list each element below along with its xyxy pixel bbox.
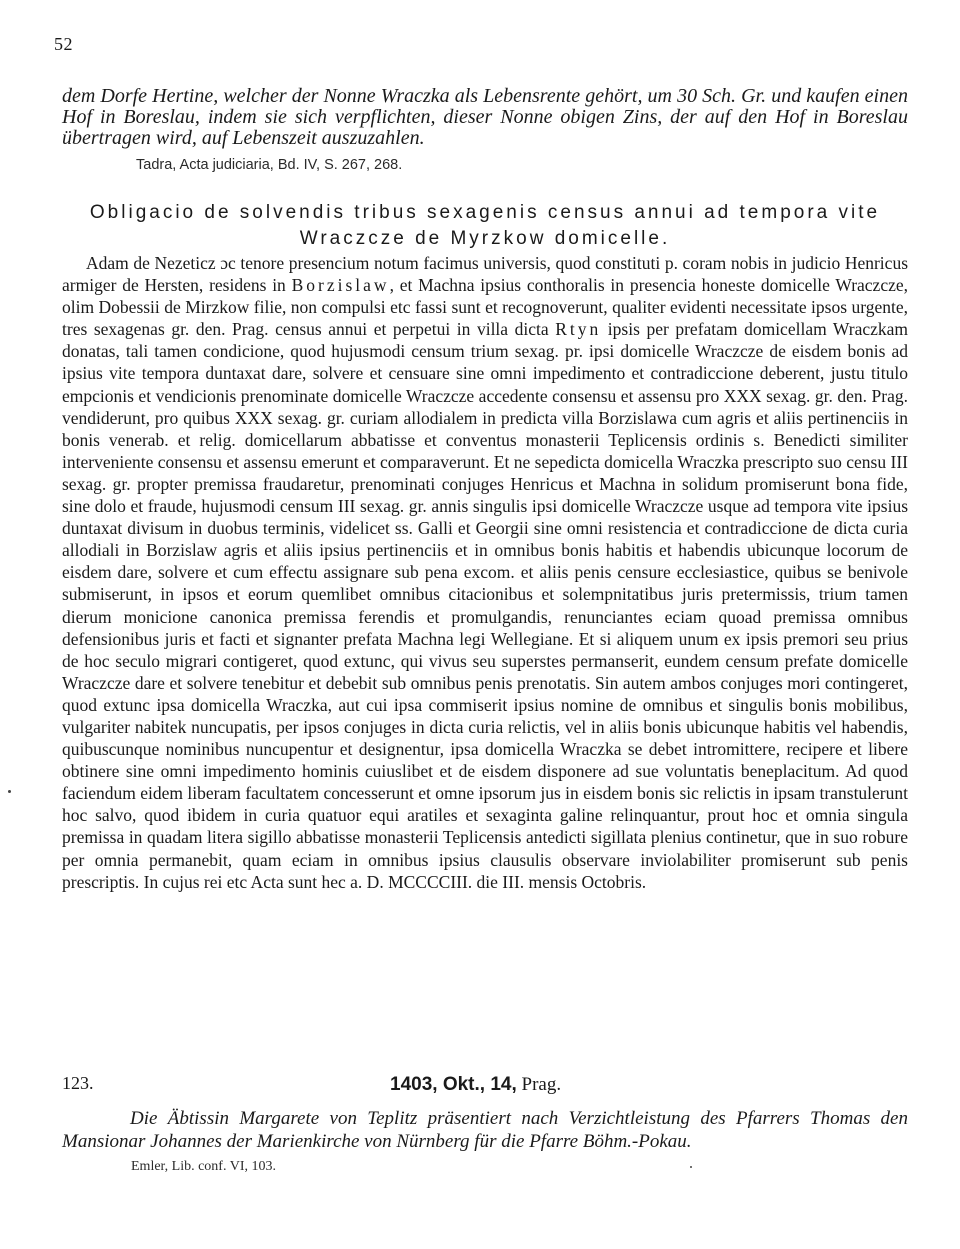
body-text-part1: Adam de Nezeticz ɔc tenore presencium notum facimus universis, quod constituti p. coram nobis in judicio Henricus armiger de Hersten, residens in — [62, 253, 908, 296]
entry-number: 123. — [62, 1073, 94, 1093]
body-text-part3: ipsis per prefatam domicellam Wraczkam donatas, tali tamen condicione, quod hujusmodi censum trium sexag. pr. ipsi domicelle Wraczcze de eisdem bonis ad ipsius vite tempora duntaxat dare, solvere et censuare sine omni impedimento et contradiccione deberent, justu titulo empcionis et vendicionis prenominate domicelle Wraczcze accedente consensu et assensu pro XXX sexag. gr. den. Prag. vendiderunt, pro quibus XXX sexag. gr. curiam allodialem in predicta villa Borzislawa cum agris et aliis pertinenciis in bonis venerab. et relig. domicellarum abbatisse et conventus monasterii Teplicensis ordinis s. Benedicti similiter interveniente consensu et assensu emerunt et comparaverunt. Et ne sepedicta domicella Wraczka prescripto suo censu III sexag. gr. propter premissa fraudaretur, prenominati conjuges Henricus et Machna in solidum promiserunt bona fide, sine dolo et fraude, hujusmodi censum III sexag. gr. annis singulis ipsi domicelle Wraczcze usque ad tempora vite ipsius duntaxat divisum in duobus terminis, videlicet ss. Galli et Georgii sine omni resistencia et contradiccione de dicta curia allodiali in Borzislaw agris et aliis ipsius pertinenciis et in omnibus bonis habitis et habendis ubicunque locorum de eisdem dare, solvere et cum effectu assignare sub pena excom. et aliis penis censure ecclesiastice, quibus se benivole submiserunt, in ipsos et eorum quemlibet omnibus citacionibus et solempnitatibus juris pretermissis, trium tamen dierum monicione canonica premissa ferendis et promulgandis, renunciantes eciam quoad premissa omnibus defensionibus juris et facti et signanter prefata Machna legi Wellegiane. Et si aliquem unum ex ipsis premori seu prius de hoc seculo migrari contigeret, quod extunc, qui vivus seu superstes permanserit, eundem censum prefate domicelle Wraczcze dare et solvere tenebitur et debebit sub omnibus penis prenotatis. Sin autem ambos conjuges mori contingeret, quod extunc ipsa domicella Wraczka, aut cui ipsa commiserit ipsius nomine de omnibus et singulis bonis mobilibus, vulgariter nabitek nuncupatis, per ipsos conjuges in dicta curia relictis, vel in aliis bonis ubicunque habitis vel habendis, quibuscunque nominibus nuncupentur et designentur, ipsa domicella Wraczka se debet intromittere, recipere et libere obtinere sine omni impedimento hominis cuiuslibet et de eisdem disponere ad sue voluntatis beneplacitum. Ad quod faciendum eidem liberam facultatem concesserunt et omne ipsorum jus in eisdem bonis sic relictis in ipsam transtulerunt hoc salvo, quod ibidem in curia quatuor equi aratiles et sexaginta galine relinquantur, prout hoc et omnia singula premissa in quadam litera sigillo abbatisse monasterii Teplicensis antedicti sigillata plenius continetur, que in suo robure per omnia permanebit, quam eciam in omnibus ipsius clausulis observare inviolabiliter promiserunt sub penis prescriptis. In cujus rei etc Acta sunt hec a. D. MCCCCIII. die III. mensis Octobris. — [62, 319, 909, 892]
entry-date — [390, 1074, 561, 1096]
place-name-borzislaw: Borzislaw — [291, 275, 390, 296]
speck-mark — [690, 1166, 692, 1168]
speck-mark — [8, 790, 11, 793]
page-number: 52 — [54, 34, 73, 54]
entry-summary: Die Äbtissin Margarete von Teplitz präsentiert nach Verzichtleistung des Pfarrers Thomas den Mansionar Johannes der Marienkirche von Nürnberg für die Pfarre Böhm.-Pokau. — [62, 1108, 908, 1152]
place-name-rtyn: Rtyn — [555, 319, 602, 340]
document-heading: Obligacio de solvendis tribus sexagenis census annui ad tempora vite Wraczcze de Myrzkow domicelle. — [89, 202, 881, 249]
document-body — [62, 252, 908, 893]
entry-place: Prag. — [521, 1074, 562, 1095]
intro-source: Tadra, Acta judiciaria, Bd. IV, S. 267, 268. — [136, 157, 403, 173]
body-text-part2: , et Machna ipsius conthoralis in presencia honeste domicelle Wraczcze, olim Dobessii de Mirzkow filie, non compulsi etc fassi sunt et recognoverunt, qualiter evidenti necessitate ipsos urgente, tres sexagenas gr. den. Prag. census annui et perpetui in villa dicta — [62, 275, 908, 340]
entry-date-bold: 1403, Okt., 14, — [390, 1074, 517, 1095]
intro-paragraph: dem Dorfe Hertine, welcher der Nonne Wraczka als Lebensrente gehört, um 30 Sch. Gr. und kaufen einen Hof in Boreslau, indem sie sich verpflichten, dieser Nonne obigen Zins, der auf den Hof in Boreslau übertragen wird, auf Lebenszeit auszuzahlen. — [62, 85, 908, 149]
entry-source: Emler, Lib. conf. VI, 103. — [131, 1159, 276, 1174]
